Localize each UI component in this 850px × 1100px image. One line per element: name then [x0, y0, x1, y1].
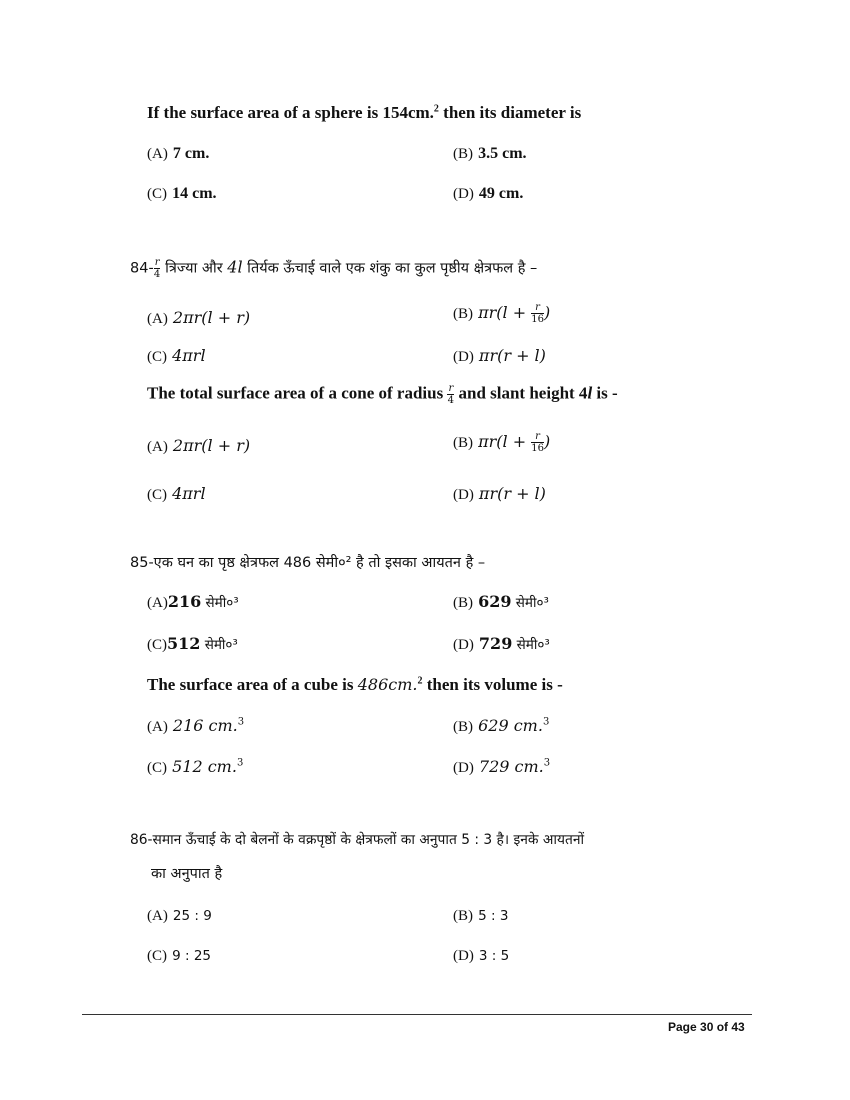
q84-question-en: The total surface area of a cone of radius $\frac{r}{4}$ and slant height 4l is -: [147, 383, 618, 406]
q84-hi-option-d: (D) πr(r + l): [453, 346, 546, 365]
q83-option-d: (D) 49 cm.: [453, 185, 524, 202]
q84-en-option-c: (C) 4πrl: [147, 484, 206, 503]
q86-option-c: (C) 9 : 25: [147, 948, 211, 964]
page-number: Page 30 of 43: [668, 1020, 745, 1034]
q85-en-option-a: (A) 216 cm.$^3$: [147, 716, 245, 735]
q85-hi-option-c: (C)512 सेमी०³: [147, 634, 238, 653]
q86-question-line2: का अनुपात है: [151, 866, 223, 882]
q84-hi-option-a: (A) 2πr(l + r): [147, 308, 251, 327]
q83-option-a: (A) 7 cm.: [147, 145, 210, 162]
q85-hi-option-a: (A)216 सेमी०³: [147, 592, 239, 611]
q85-hi-option-d: (D) 729 सेमी०³: [453, 634, 550, 653]
q84-en-option-d: (D) πr(r + l): [453, 484, 546, 503]
q85-hi-option-b: (B) 629 सेमी०³: [453, 592, 549, 611]
q84-question-hi: 84- $\frac{r}{4}$ त्रिज्या और 4l तिर्यक ऊँचाई वाले एक शंकु का कुल पृष्ठीय क्षेत्रफल है –: [130, 257, 538, 280]
q86-option-b: (B) 5 : 3: [453, 908, 509, 924]
q84-hi-option-b: (B) πr(l + $\frac{r}{16}$ ): [453, 302, 551, 325]
q83-option-c: (C) 14 cm.: [147, 185, 217, 202]
q86-question-line1: 86-समान ऊँचाई के दो बेलनों के वक्रपृष्ठों के क्षेत्रफलों का अनुपात 5 : 3 है। इनके आयतनों: [130, 832, 585, 848]
q85-en-option-d: (D) 729 cm.$^3$: [453, 757, 551, 776]
q84-radius-fraction: $\frac{r}{4}$: [153, 257, 161, 280]
q84-hi-option-c: (C) 4πrl: [147, 346, 206, 365]
q86-option-a: (A) 25 : 9: [147, 908, 212, 924]
q83-option-b: (B) 3.5 cm.: [453, 145, 527, 162]
q84-en-option-a: (A) 2πr(l + r): [147, 436, 251, 455]
q84-en-option-b: (B) πr(l + $\frac{r}{16}$ ): [453, 431, 551, 454]
footer-divider: [82, 1014, 752, 1015]
q85-question-hi: 85-एक घन का पृष्ठ क्षेत्रफल 486 सेमी०² है तो इसका आयतन है –: [130, 555, 486, 571]
q85-en-option-c: (C) 512 cm.$^3$: [147, 757, 244, 776]
q83-question-en: If the surface area of a sphere is 154cm.$^2$ then its diameter is: [147, 103, 582, 122]
q85-question-en: The surface area of a cube is 486cm.$^2$ then its volume is -: [147, 675, 563, 694]
q86-option-d: (D) 3 : 5: [453, 948, 510, 964]
q85-en-option-b: (B) 629 cm.$^3$: [453, 716, 550, 735]
